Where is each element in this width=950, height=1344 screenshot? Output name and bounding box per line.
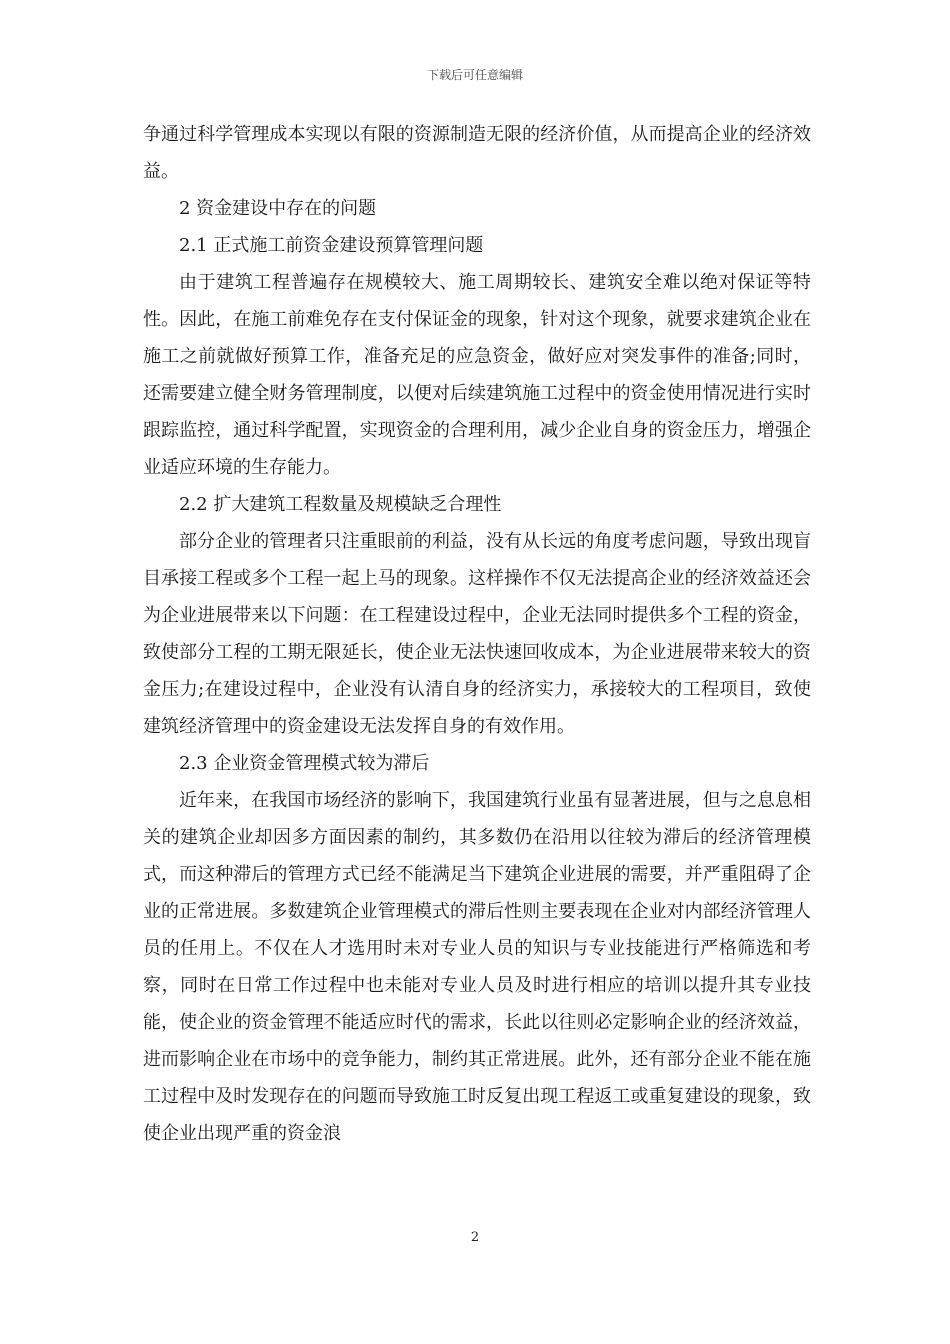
paragraph: 部分企业的管理者只注重眼前的利益，没有从长远的角度考虑问题，导致出现盲目承接工程或多个工程一起上马的现象。这样操作不仅无法提高企业的经济效益还会为企业进展带来以下问题：在工程建设过程中，企业无法同时提供多个工程的资金，致使部分工程的工期无限延长，使企业无法快速回收成本，为企业进展带来较大的资金压力;在建设过程中，企业没有认清自身的经济实力，承接较大的工程项目，致使建筑经济管理中的资金建设无法发挥自身的有效作用。: [143, 531, 811, 737]
subsection-heading: 2.2 扩大建筑工程数量及规模缺乏合理性: [179, 494, 502, 515]
subsection-heading: 2.3 企业资金管理模式较为滞后: [179, 753, 430, 774]
section-heading: 2 资金建设中存在的问题: [179, 198, 377, 219]
paragraph-continued: 争通过科学管理成本实现以有限的资源制造无限的经济价值，从而提高企业的经济效益。: [143, 124, 811, 182]
subsection-heading: 2.1 正式施工前资金建设预算管理问题: [179, 235, 484, 256]
paragraph: 由于建筑工程普遍存在规模较大、施工周期较长、建筑安全难以绝对保证等特性。因此，在施工前难免存在支付保证金的现象，针对这个现象，就要求建筑企业在施工之前就做好预算工作，准备充足的应急资金，做好应对突发事件的准备;同时，还需要建立健全财务管理制度，以便对后续建筑施工过程中的资金使用情况进行实时跟踪监控，通过科学配置，实现资金的合理利用，减少企业自身的资金压力，增强企业适应环境的生存能力。: [143, 272, 811, 478]
document-body: [143, 116, 811, 1152]
paragraph: 近年来，在我国市场经济的影响下，我国建筑行业虽有显著进展，但与之息息相关的建筑企业却因多方面因素的制约，其多数仍在沿用以往较为滞后的经济管理模式，而这种滞后的管理方式已经不能满足当下建筑企业进展的需要，并严重阻碍了企业的正常进展。多数建筑企业管理模式的滞后性则主要表现在企业对内部经济管理人员的任用上。不仅在人才选用时未对专业人员的知识与专业技能进行严格筛选和考察，同时在日常工作过程中也未能对专业人员及时进行相应的培训以提升其专业技能，使企业的资金管理不能适应时代的需求，长此以往则必定影响企业的经济效益，进而影响企业在市场中的竞争能力，制约其正常进展。此外，还有部分企业不能在施工过程中及时发现存在的问题而导致施工时反复出现工程返工或重复建设的现象，致使企业出现严重的资金浪: [143, 790, 811, 1144]
page-number: 2: [470, 1230, 480, 1245]
page-header: 下载后可任意编辑: [426, 68, 523, 82]
